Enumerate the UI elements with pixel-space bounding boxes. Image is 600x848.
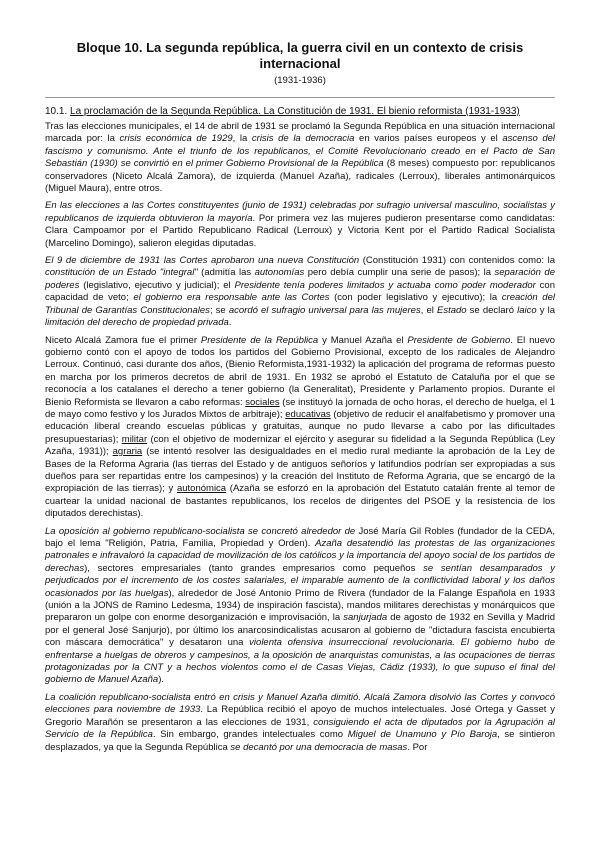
section-heading: [45, 106, 555, 117]
p5-text: ).: [158, 674, 165, 686]
p3-italic: Estado: [436, 304, 467, 316]
title-divider: [45, 97, 555, 98]
p5-italic: La oposición al gobierno republicano-socialista se concretó alrededor de: [45, 525, 356, 537]
p1-text: , la: [232, 133, 252, 145]
p4-text: y Manuel Azaña el: [318, 334, 408, 346]
p3-italic: autonomías: [254, 267, 305, 279]
p1-italic: ascenso del fascismo y comunismo. Ante el triunfo de los republicanos, el Comité Revolucionario creado en el Pacto de San Sebastián (1930) se convirtió en el primer Gobierno Provisional de la República: [45, 133, 556, 170]
p3-text: .: [228, 317, 232, 329]
section-title: La proclamación de la Segunda República. La Constitución de 1931. El bienio reformista (1931-1933): [70, 106, 520, 117]
p4-italic: Presidente de Gobierno: [407, 334, 511, 346]
paragraph-4: [45, 335, 555, 521]
p1-text: Tras las elecciones municipales, el 14 de abril de 1931 se proclamó la Segunda República en una situación internacional marcada por: la: [45, 121, 555, 145]
p6-italic: La coalición republicano-socialista entró en crisis y Manuel Azaña dimitió. Alcalá Zamora disolvió las Cortes y convocó elecciones para noviembre de 1933: [45, 691, 555, 716]
p5-text: de agosto de 1932 en Sevilla y Madrid por el general José Sanjurjo), por último los anarcosindicalistas acusaron al gobierno de "dictadura fascista encubierta con máscara democrática" y desataron una: [45, 612, 556, 649]
section-number: 10.1.: [45, 106, 68, 117]
paragraph-3: [45, 255, 555, 329]
p4-text: (se instituyó la jornada de ocho horas, el derecho de huelga, el 1 de mayo como festivo y los Jurados Mixtos de arbitraje);: [45, 396, 555, 420]
p4-underlined: sociales: [245, 396, 280, 408]
p5-italic: violenta ofensiva insurreccional revolucionaria. El gobierno hubo de enfrentarse a huelgas de obreros y campesinos, a la oposición de anarquistas comunistas, a las ocupaciones de tierras protagonizadas por la CNT y a hechos violentos como el de Casas Viejas, Cádiz (1933), lo que supuso el final del gobierno de Manuel Azaña: [45, 637, 555, 686]
p3-text: , el: [420, 304, 437, 316]
p1-italic: crisis económica de 1929: [119, 133, 233, 145]
p3-text: pero debía cumplir una serie de pasos); la: [304, 267, 495, 279]
p3-italic: separación de poderes: [45, 267, 555, 291]
p5-italic: Azaña desatendió las protestas de las organizaciones patronales e infravaloró la capacidad de movilización de los católicos y la importancia del apoyo social de los partidos de derechas: [45, 538, 555, 574]
p1-text: (8 meses) compuesto por: republicanos conservadores (Niceto Alcalá Zamora), de izquierda (Manuel Azaña), radicales (Lerroux), liberales antimonárquicos (Miguel Maura), entre otros.: [45, 158, 555, 195]
p4-text: (se intentó resolver las desigualdades en el medio rural mediante la aprobación de la Ley de Bases de la Reforma Agraria (las tierras del Estado y de antiguos señoríos y latifundios podrían ser expropiadas a sus dueños para ser repartidas entre los campesinos) y la creación del Instituto de Reforma Agraria, que se encargó de la expropiación de las tierras); y: [45, 446, 555, 495]
p5-text: ), alrededor de José Antonio Primo de Rivera (fundador de la Falange Española en 1933 (unión a la JONS de Ramino Ledesma, 1934) de inspiración fascista), mandos militares derechistas y monárquicos que prepararon un golpe con enorme desorganización e improvisación, la: [45, 587, 555, 624]
p3-italic: laico: [517, 304, 537, 316]
p2-text: . Por primera vez las mujeres pudieron presentarse como candidatas: Clara Campoamor por el Partido Republicano Radical (Lerroux) y Victoria Kent por el Partido Radical Socialista (Marcelino Domingo), salieron elegidas diputadas.: [45, 212, 555, 249]
p3-italic: limitación del derecho de propiedad privada: [45, 317, 229, 329]
p6-text: , se sintieron desplazados, ya que la Segunda República: [45, 729, 555, 753]
p1-italic: crisis de la democracia: [251, 133, 355, 145]
p3-text: (Constitución 1931) con contenidos como: la: [359, 255, 555, 267]
paragraph-1: [45, 121, 555, 195]
p3-text: (admitía las: [197, 267, 255, 279]
p4-underlined: educativas: [285, 408, 331, 420]
p5-text: José María Gil Robles (fundador de la CEDA, bajo el lema "Religión, Patria, Familia, Propiedad y Orden).: [45, 525, 555, 549]
p3-italic: creación del Tribunal de Garantías Constitucionales: [45, 292, 555, 316]
p5-italic: se sentían desamparados y perjudicados por el incremento de los costes salariales, el imparable aumento de la conflictividad laboral y los daños ocasionados por las huelgas: [45, 562, 556, 599]
p3-italic: Presidente tenía poderes limitados y actuaba como poder moderador: [234, 279, 536, 291]
p4-text: (objetivo de reducir el analfabetismo y promover una educación liberal creando escuelas públicas y gratuitas, aunque no pudo llevarse a cabo por las dificultades presupuestarias);: [45, 408, 555, 445]
p4-underlined: militar: [121, 433, 148, 445]
p3-text: (con poder legislativo y ejecutivo); la: [329, 292, 502, 304]
p4-underlined: autonómica: [176, 483, 227, 495]
p6-italic: se decantó por una democracia de masas: [230, 741, 408, 753]
p4-text: (Azaña se esforzó en la aprobación del Estatuto catalán frente al temor de cuartear la unidad nacional de bastantes republicanos, los recelos de dirigentes del PSOE y la resistencia de los diputados derechistas).: [45, 483, 555, 520]
p6-italic: Miguel de Unamuno y Pío Baroja: [347, 729, 498, 741]
p6-text: . La República recibió el apoyo de muchos intelectuales. José Ortega y Gasset y Gregorio Marañón se presentaron a las elecciones de 1931,: [45, 704, 555, 728]
paragraph-2: [45, 200, 555, 250]
p4-text: . El nuevo gobierno contó con el apoyo de todos los partidos del Gobierno Provisional, excepto de los radicales de Alejandro Lerroux. Continuó, casi durante dos años, (Bienio Reformista,1931-1932) la aplicación del programa de reformas puesto en marcha por los primeros decretos de abril de 1931. En 1932 se aprobó el Estatuto de Cataluña por el que se reconocía a los catalanes el derecho a tener gobierno (la Generalitat), Presidente y Parlamento propios. Durante el Bienio Reformista se llevaron a cabo reformas:: [45, 334, 556, 408]
paragraph-6: [45, 692, 555, 754]
document-dates: (1931-1936): [274, 75, 326, 86]
p6-text: . Sin embargo, grandes intelectuales como: [152, 729, 348, 741]
p3-italic: el gobierno era responsable ante las Cortes: [133, 292, 330, 304]
p3-text: con capacidad de veto;: [45, 279, 555, 304]
p3-italic: acordó el sufragio universal para las mujeres: [228, 304, 421, 316]
p6-italic: consiguiendo el acta de diputados por la Agrupación al Servicio de la República: [45, 716, 555, 741]
p4-text: Niceto Alcalá Zamora fue el primer: [45, 334, 201, 346]
p5-text: ), sectores empresariales (tanto grandes empresarios como pequeños: [84, 562, 424, 574]
p4-underlined: agraria: [112, 446, 143, 458]
p6-text: . Por: [407, 741, 428, 753]
p2-italic: En las elecciones a las Cortes constituyentes (junio de 1931) celebradas por sufragio universal masculino, socialistas y republicanos de izquierda obtuvieron la mayoría: [45, 200, 555, 224]
p3-text: y la: [536, 304, 556, 316]
p3-italic: constitución de un Estado "integral": [45, 267, 198, 279]
p4-text: (con el objetivo de modernizar el ejército y asegurar su fidelidad a la Segunda República (Ley Azaña, 1931));: [45, 433, 555, 458]
paragraph-5: [45, 526, 555, 687]
p3-italic: El 9 de diciembre de 1931 las Cortes aprobaron una nueva Constitución: [45, 255, 360, 267]
p3-text: (legislativo, ejecutivo y judicial); el: [79, 279, 235, 291]
p4-italic: Presidente de la República: [200, 334, 319, 346]
p3-text: ; se: [209, 304, 229, 316]
p1-text: en varios países europeos y el: [354, 133, 503, 145]
p5-italic: sanjurjada: [343, 612, 388, 624]
document-title: Bloque 10. La segunda república, la guerra civil en un contexto de crisis internacional: [76, 40, 524, 71]
p3-text: se declaró: [466, 304, 518, 316]
